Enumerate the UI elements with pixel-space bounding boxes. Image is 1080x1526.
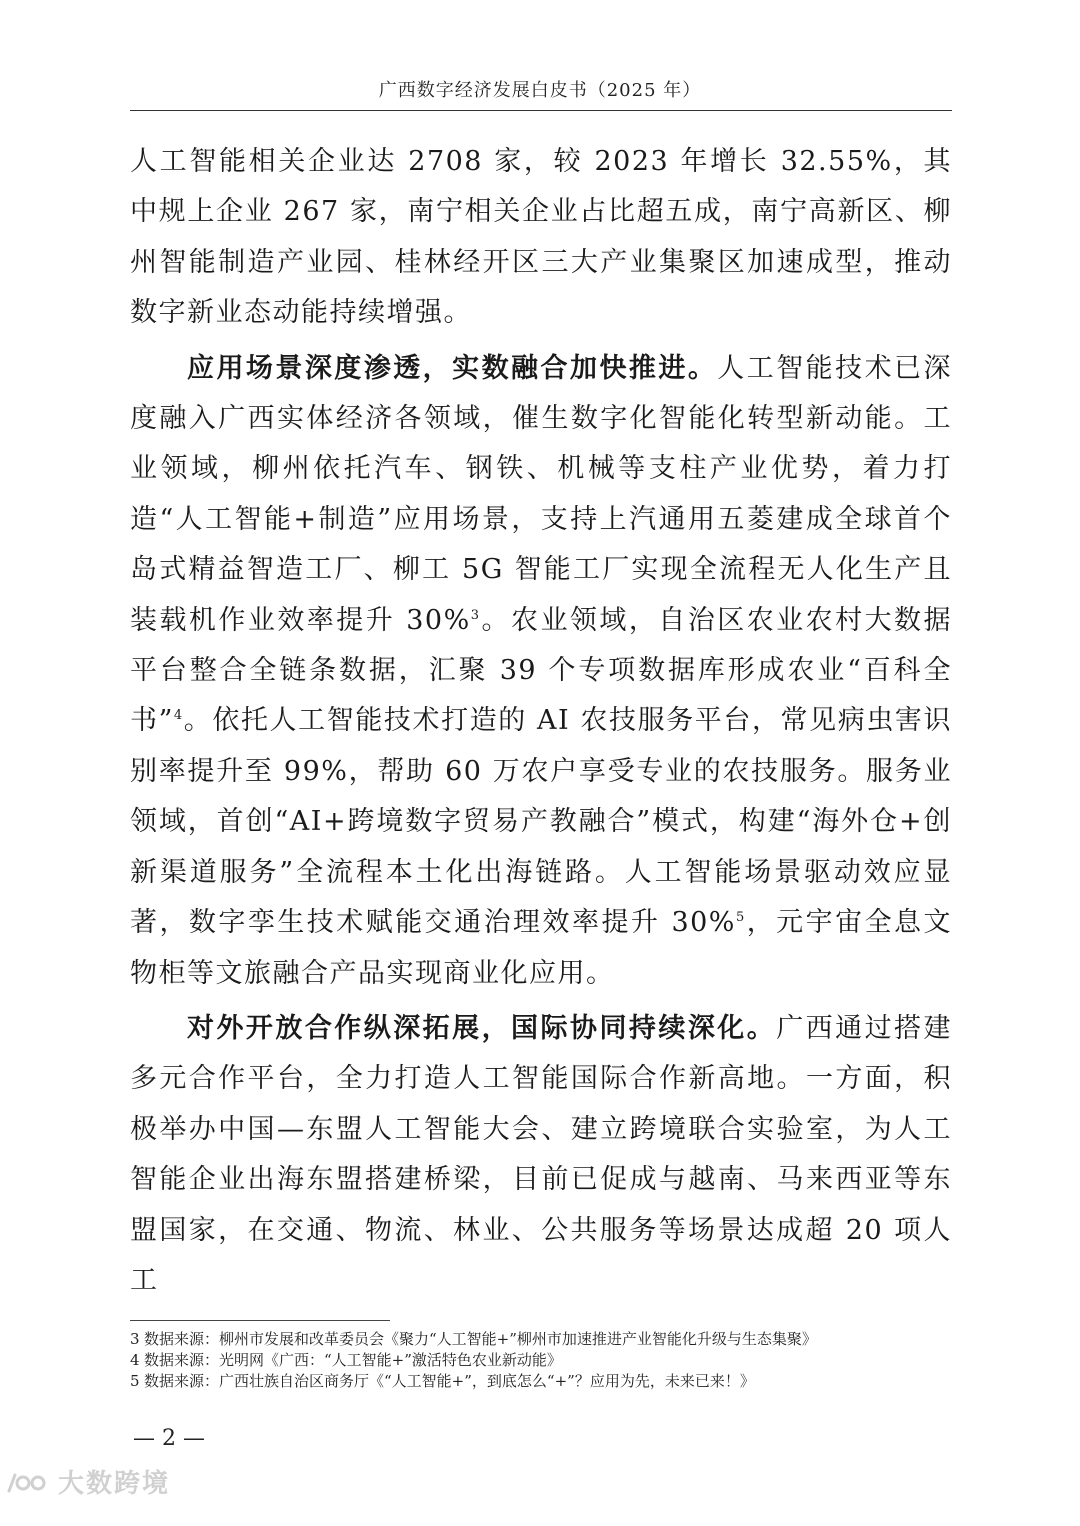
footnote-ref-3[interactable]: 3	[470, 607, 481, 623]
page-number: — 2 —	[133, 1426, 205, 1451]
footnote-number: 3	[130, 1330, 140, 1348]
paragraph-2-text-4: ，元宇宙全息文物柜等文旅融合产品实现商业化应用。	[130, 907, 953, 989]
logo-icon	[6, 1469, 50, 1495]
paragraph-3-text: 广西通过搭建多元合作平台，全力打造人工智能国际合作新高地。一方面，积极举办中国—东盟人工智能大会、建立跨境联合实验室，为人工智能企业出海东盟搭建桥梁，目前已促成与越南、马来西亚等东盟国家，在交通、物流、林业、公共服务等场景达成超 20 项人工	[130, 1012, 953, 1296]
footnote-5	[130, 1371, 970, 1392]
footnote-rule	[130, 1320, 390, 1321]
paragraph-2-lead: 应用场景深度渗透，实数融合加快推进。	[187, 352, 718, 384]
running-header: 广西数字经济发展白皮书（2025 年）	[378, 80, 702, 101]
footnote-ref-5[interactable]: 5	[735, 910, 746, 926]
footnote-number: 5	[130, 1372, 140, 1390]
paragraph-1: 人工智能相关企业达 2708 家，较 2023 年增长 32.55%，其中规上企业 267 家，南宁相关企业占比超五成，南宁高新区、柳州智能制造产业园、桂林经开区三大产业集聚区加速成型，推动数字新业态动能持续增强。	[130, 146, 952, 329]
footnotes	[130, 1329, 970, 1392]
footnote-3	[130, 1329, 970, 1350]
paragraph-2-text-2: 。农业领域，自治区农业农村大数据平台整合全链条数据，汇聚 39 个专项数据库形成农业“百科全书”	[130, 604, 952, 737]
footnote-text: 数据来源：光明网《广西：“人工智能+”激活特色农业新动能》	[144, 1351, 562, 1369]
paragraph-3	[130, 1004, 952, 1306]
footnote-number: 4	[130, 1351, 140, 1369]
footnote-text: 数据来源：广西壮族自治区商务厅《“人工智能+”，到底怎么“+”？应用为先，未来已来！》	[144, 1372, 755, 1390]
paragraph-2-text-1: 人工智能技术已深度融入广西实体经济各领域，催生数字化智能化转型新动能。工业领域，柳州依托汽车、钢铁、机械等支柱产业优势，着力打造“人工智能+制造”应用场景，支持上汽通用五菱建成全球首个岛式精益智造工厂、柳工 5G 智能工厂实现全流程无人化生产且装载机作业效率提升 30%	[130, 352, 953, 636]
paragraph-2	[130, 344, 952, 999]
paragraph-3-lead: 对外开放合作纵深拓展，国际协同持续深化。	[187, 1012, 777, 1044]
footnote-ref-4[interactable]: 4	[173, 708, 184, 724]
footnote-text: 数据来源：柳州市发展和改革委员会《聚力“人工智能+”柳州市加速推进产业智能化升级与生态集聚》	[144, 1330, 817, 1348]
watermark-text: 大数跨境	[58, 1469, 171, 1499]
watermark	[6, 1463, 170, 1500]
paragraph-2-text-3: 。依托人工智能技术打造的 AI 农技服务平台，常见病虫害识别率提升至 99%，帮助 60 万农户享受专业的农技服务。服务业领域，首创“AI+跨境数字贸易产教融合”模式，构建“海外仓+创新渠道服务”全流程本土化出海链路。人工智能场景驱动效应显著，数字孪生技术赋能交通治理效率提升 30%	[130, 705, 953, 939]
header-rule	[130, 110, 952, 111]
document-body	[130, 137, 952, 1311]
footnote-4	[130, 1350, 970, 1371]
